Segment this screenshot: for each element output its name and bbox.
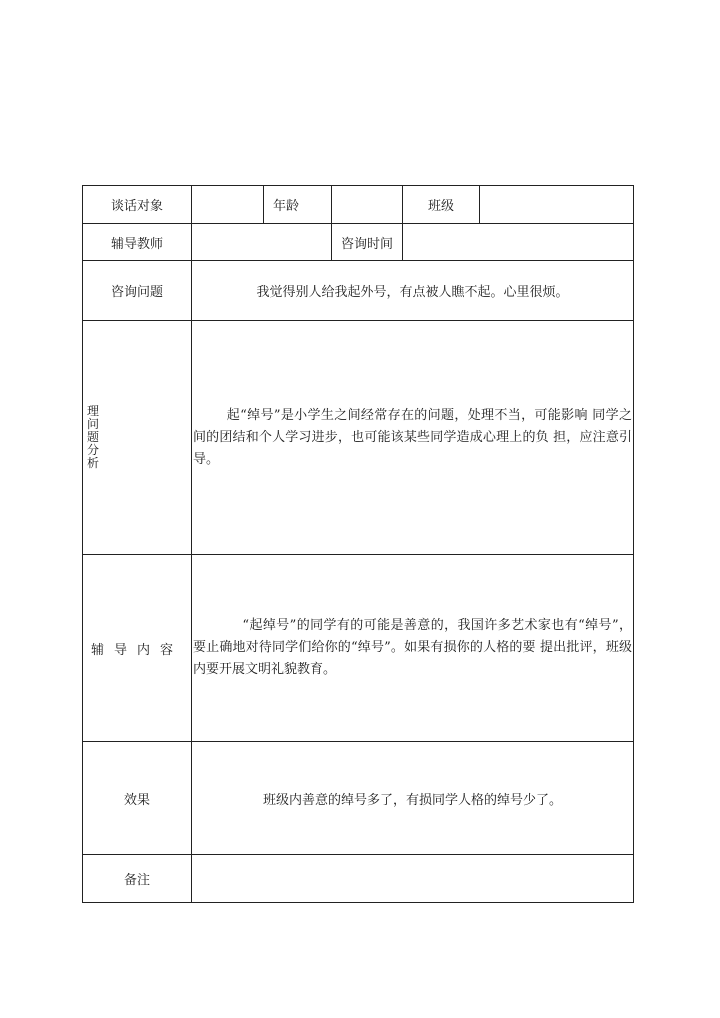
remarks-label: 备注 <box>83 855 192 903</box>
counseling-record-table <box>82 185 634 903</box>
guidance-cell <box>192 555 634 742</box>
guidance-label: 辅导内容 <box>90 642 183 658</box>
teacher-value[interactable] <box>192 224 332 261</box>
consult-question-text: 我觉得别人给我起外号，有点被人瞧不起。心里很烦。 <box>192 261 634 321</box>
class-label: 班级 <box>403 186 480 224</box>
age-value[interactable] <box>332 186 403 224</box>
analysis-label: 理问题分析 <box>87 403 100 470</box>
consult-time-label: 咨询时间 <box>332 224 403 261</box>
row-consult-question <box>83 261 634 321</box>
row-analysis <box>83 321 634 555</box>
row-effect <box>83 742 634 855</box>
row-subject-age-class <box>83 186 634 224</box>
age-label: 年龄 <box>264 186 332 224</box>
guidance-text: “起绰号”的同学有的可能是善意的，我国许多艺术家也有“绰号”，要止确地对待同学们给你的“绰号”。如果有损你的人格的要 提出批评，班级内要开展文明礼貌教育。 <box>193 618 633 677</box>
row-teacher-time <box>83 224 634 261</box>
subject-value[interactable] <box>192 186 264 224</box>
effect-label: 效果 <box>83 742 192 855</box>
teacher-label: 辅导教师 <box>83 224 192 261</box>
row-remarks <box>83 855 634 903</box>
analysis-cell <box>192 321 634 555</box>
row-guidance <box>83 555 634 742</box>
analysis-text: 起“绰号”是小学生之间经常存在的问题，处理不当，可能影响 同学之间的团结和个人学习进步，也可能该某些同学造成心理上的负 担，应注意引导。 <box>193 407 633 467</box>
class-value[interactable] <box>480 186 634 224</box>
guidance-label-cell <box>83 555 192 742</box>
subject-label: 谈话对象 <box>83 186 192 224</box>
analysis-label-cell <box>83 321 192 555</box>
remarks-value[interactable] <box>192 855 634 903</box>
consult-question-label: 咨询问题 <box>83 261 192 321</box>
consult-time-value[interactable] <box>403 224 634 261</box>
effect-text: 班级内善意的绰号多了，有损同学人格的绰号少了。 <box>192 742 634 855</box>
